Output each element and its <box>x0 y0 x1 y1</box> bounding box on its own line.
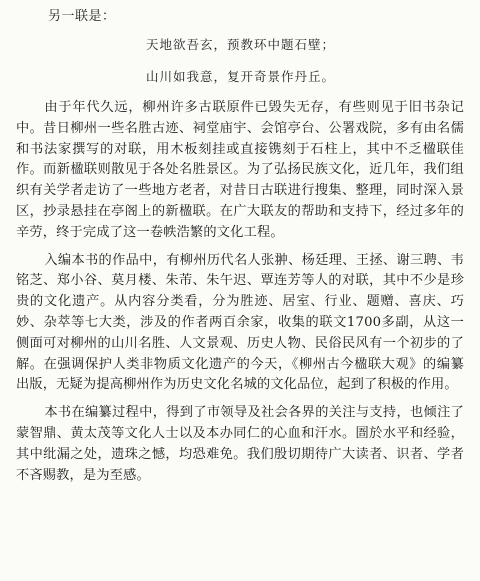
paragraph-collection-history: 由于年代久远，柳州许多古联原件已毁失无存，有些则见于旧书杂记中。昔日柳州一些名胜古迹、祠堂庙宇、会馆亭台、公署戏院，多有由名儒和书法家撰写的对联，用木板刻挂或直接镌刻于石柱上，其中不乏楹联佳作。而新楹联则散见于各处名胜景区。为了弘扬民族文化，近几年，我们组织有关学者走访了一些地方老者，对昔日古联进行搜集、整理，同时深入景区，抄录悬挂在亭阁上的新楹联。在广大联友的帮助和支持下，经过多年的辛劳，终于完成了这一卷帙浩繁的文化工程。 <box>16 100 464 240</box>
paragraph-acknowledgements: 本书在编纂过程中，得到了市领导及社会各界的关注与支持，也倾注了蒙智鼎、黄太茂等文化人士以及本办同仁的心血和汗水。圄於水平和经验，其中纰漏之处，遗珠之憾，均恐难免。我们殷切期待广大读者、识者、学者不吝赐教，是为至感。 <box>16 405 464 483</box>
paragraph-book-contents: 入编本书的作品中，有柳州历代名人张翀、杨廷理、王拯、谢三聘、韦铭芝、郑小谷、莫月楼、朱芾、朱午迟、覃连芳等人的对联，其中不少是珍贵的文化遗产。从内容分类看，分为胜迹、居室、行业、题赠、喜庆、巧妙、杂萃等七大类，涉及的作者两百余家，收集的联文1700多副，从这一侧面可对柳州的山川名胜、人文景观、历史人物、民俗民风有一个初步的了解。在强调保护人类非物质文化遗产的今天，《柳州古今楹联大观》的编纂出版，无疑为提高柳州作为历史文化名城的文化品位，起到了积极的作用。 <box>16 252 464 393</box>
couplet-second-line: 山川如我意，复开奇景作丹丘。 <box>146 69 336 84</box>
couplet-first-line: 天地欲吾玄，预教环中题石壁； <box>146 37 336 52</box>
intro-line: 另一联是： <box>48 9 116 24</box>
